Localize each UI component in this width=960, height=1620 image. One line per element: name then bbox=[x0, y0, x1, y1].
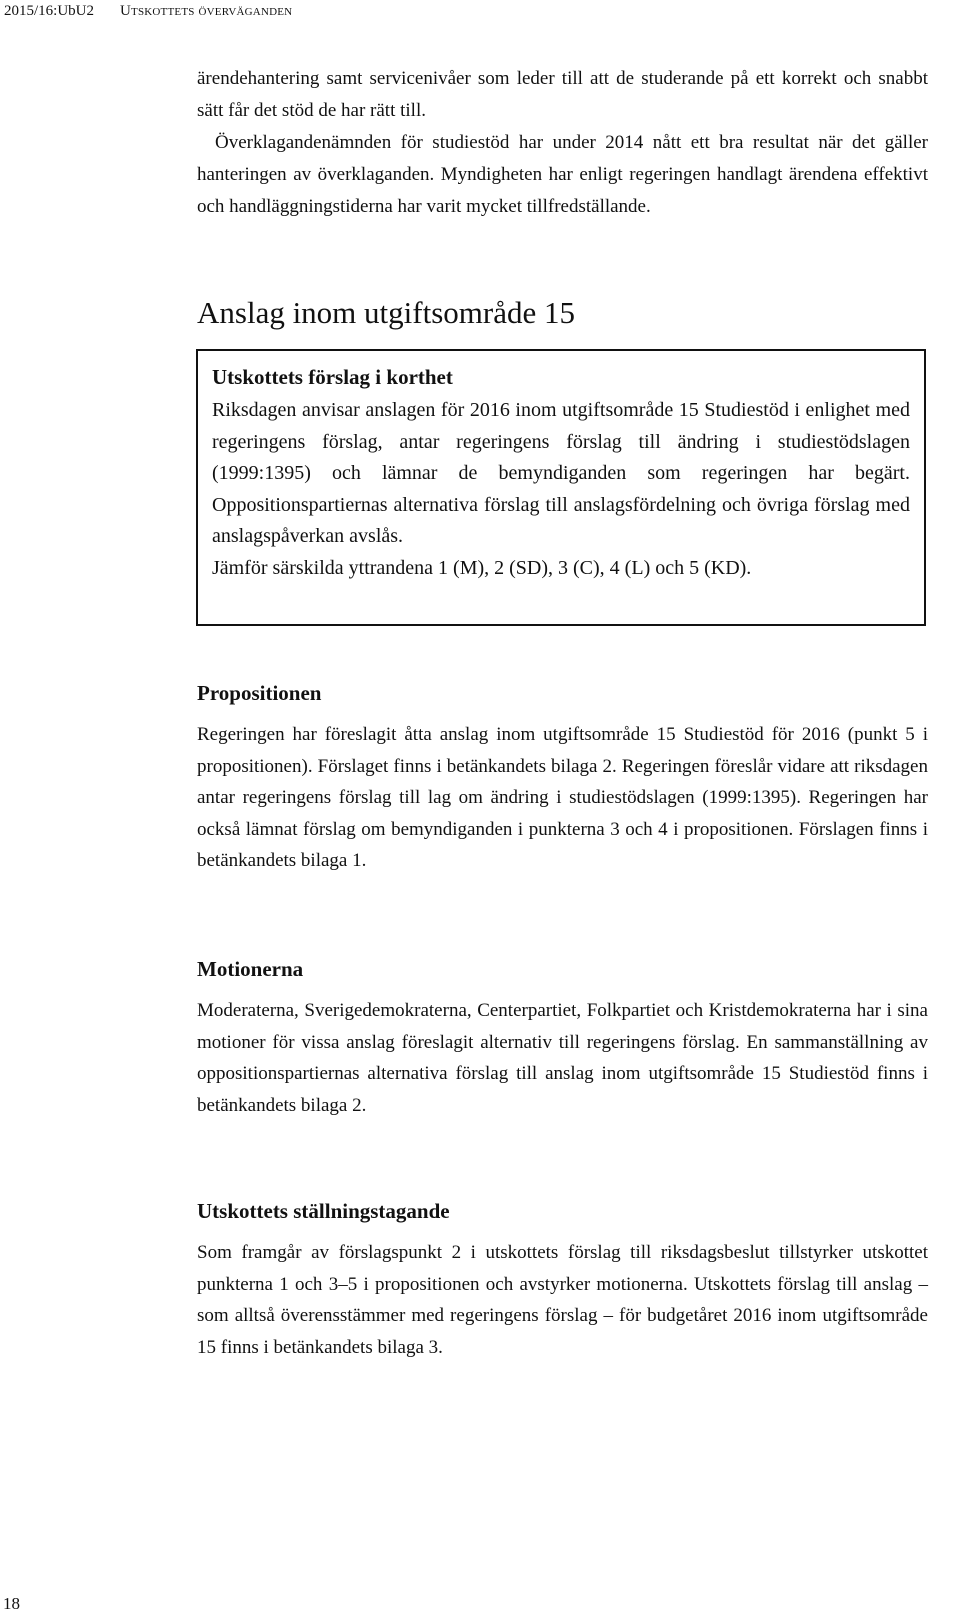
summary-box-title: Utskottets förslag i korthet bbox=[212, 365, 453, 389]
stallningstagande-section bbox=[197, 1197, 928, 1363]
summary-box-text: Riksdagen anvisar anslagen för 2016 inom utgiftsområde 15 Studiestöd i enlighet med regeringens förslag, antar regeringens förslag till ändring i studiestödslagen (1999:1395) och lämnar de bemyndiganden som regeringen har begärt. Oppositionspartiernas alternativa förslag till anslagsfördelning och övriga förslag med anslagspåverkan avslås. bbox=[212, 399, 910, 547]
stallningstagande-text: Som framgår av förslagspunkt 2 i utskottets förslag till riksdagsbeslut tillstyrker utskottet punkterna 1 och 3–5 i propositionen och avstyrker motionerna. Utskottets förslag till anslag – som alltså överensstämmer med regeringens förslag – för budgetåret 2016 inom utgiftsområde 15 finns i betänkandets bilaga 3. bbox=[197, 1242, 928, 1358]
page-number: 18 bbox=[3, 1594, 20, 1613]
section-title: Anslag inom utgiftsområde 15 bbox=[197, 295, 575, 330]
intro-paragraph-1: ärendehantering samt servicenivåer som leder till att de studerande på ett korrekt och snabbt sätt får det stöd de har rätt till. bbox=[197, 68, 928, 121]
running-header bbox=[0, 0, 292, 22]
stallningstagande-heading: Utskottets ställningstagande bbox=[197, 1199, 450, 1223]
propositionen-text: Regeringen har föreslagit åtta anslag inom utgiftsområde 15 Studiestöd för 2016 (punkt 5 i propositionen). Förslaget finns i betänkandets bilaga 2. Regeringen föreslår vidare att riksdagen antar regeringens förslag till lag om ändring i studiestödslagen (1999:1395). Regeringen har också lämnat förslag om bemyndiganden i punkterna 3 och 4 i propositionen. Förslagen finns i betänkandets bilaga 1. bbox=[197, 724, 928, 871]
motionerna-text: Moderaterna, Sverigedemokraterna, Centerpartiet, Folkpartiet och Kristdemokraterna har i sina motioner för vissa anslag föreslagit alternativ till regeringens förslag. En sammanställning av oppositionspartiernas alternativa förslag till anslag inom utgiftsområde 15 Studiestöd finns i betänkandets bilaga 2. bbox=[197, 1000, 928, 1116]
propositionen-section bbox=[197, 679, 928, 877]
summary-box-body bbox=[212, 395, 910, 584]
motionerna-section bbox=[197, 955, 928, 1121]
summary-box bbox=[196, 349, 926, 626]
intro-paragraph-2: Överklagandenämnden för studiestöd har under 2014 nått ett bra resultat när det gäller hanteringen av överklaganden. Myndigheten har enligt regeringen handlagt ärendena effektivt och handläggningstiderna har varit mycket tillfredställande. bbox=[197, 132, 928, 217]
motionerna-heading: Motionerna bbox=[197, 957, 304, 981]
summary-box-reference: Jämför särskilda yttrandena 1 (M), 2 (SD), 3 (C), 4 (L) och 5 (KD). bbox=[212, 556, 752, 579]
document-reference: 2015/16:UbU2 bbox=[4, 3, 94, 19]
propositionen-heading: Propositionen bbox=[197, 681, 322, 705]
intro-text bbox=[197, 63, 928, 223]
running-section-title: Utskottets överväganden bbox=[120, 3, 293, 19]
